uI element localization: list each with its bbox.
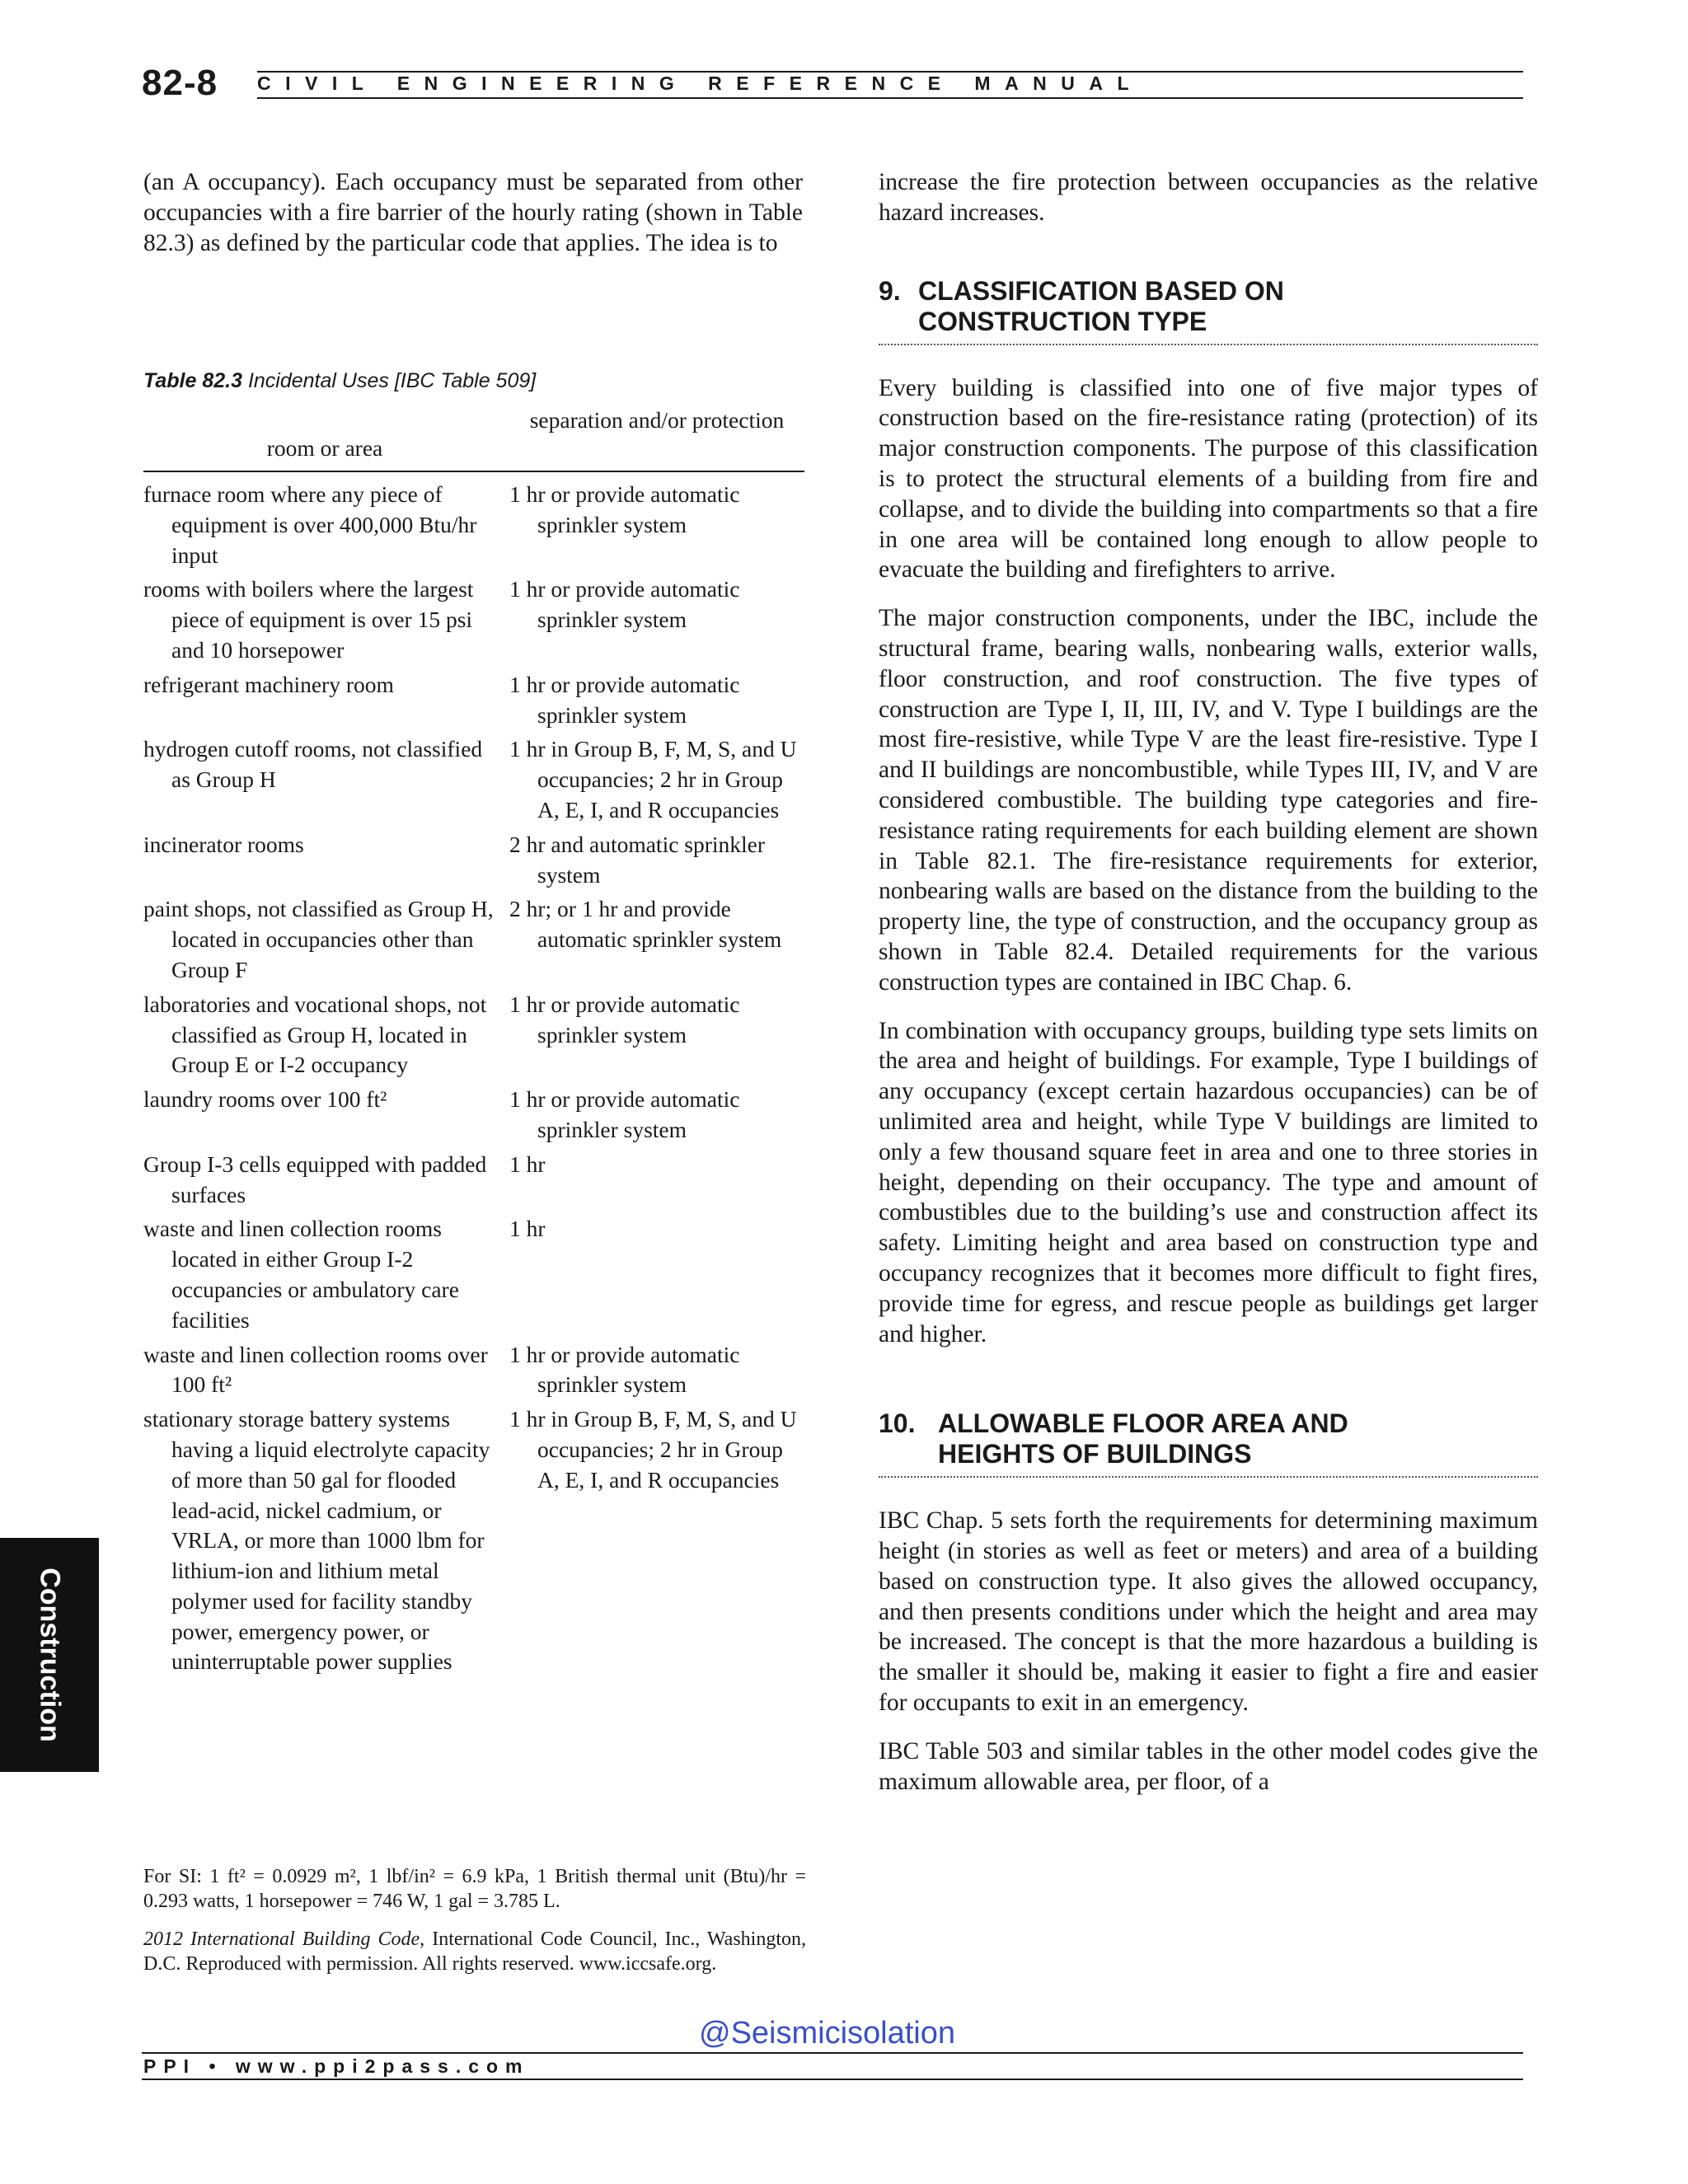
section-10-title-line1: ALLOWABLE FLOOR AREA AND [938, 1408, 1348, 1439]
table-row [143, 670, 804, 731]
watermark: @Seismicisolation [699, 2016, 956, 2050]
table-row [143, 1340, 804, 1401]
table-cell-protection: 2 hr and automatic sprinkler system [509, 831, 766, 888]
table-cell-protection: 1 hr or provide automatic sprinkler system [509, 991, 740, 1047]
table-row [143, 1404, 804, 1677]
table-cell-room: furnace room where any piece of equipment is over 400,000 Btu/hr input [143, 481, 477, 568]
credit-text: , International Code Council, Inc., Washington, D.C. Reproduced with permission. All rights reserved. www.iccsafe.org. [143, 1929, 806, 1975]
section-9-title-line1: CLASSIFICATION BASED ON [918, 275, 1284, 306]
table-cell-room: Group I-3 cells equipped with padded surfaces [143, 1151, 487, 1207]
section-10-heading [879, 1408, 1538, 1478]
footer-rule-bottom [142, 2079, 1523, 2080]
table-row [143, 1150, 804, 1211]
footer-publisher: PPI • www.ppi2pass.com [143, 2055, 530, 2077]
table-cell-protection: 1 hr in Group B, F, M, S, and U occupancies; 2 hr in Group A, E, I, and R occupancies [509, 1406, 797, 1493]
table-header-rule [143, 471, 804, 472]
table-body [143, 480, 804, 1681]
table-cell-room: paint shops, not classified as Group H, located in occupancies other than Group F [143, 896, 494, 982]
table-cell-protection: 1 hr in Group B, F, M, S, and U occupancies; 2 hr in Group A, E, I, and R occupancies [509, 736, 797, 823]
section-9-heading [879, 276, 1538, 345]
table-row [143, 894, 804, 985]
section-9-paragraph: The major construction components, under the IBC, include the structural frame, bearing walls, nonbearing walls, exterior walls, floor construction, and roof construction. The five types of construction are Type I, II, III, IV, and V. Type I buildings are the most fire-resistive, while Type V are the least fire-resistive. Type I and II buildings are noncombustible, while Types III, IV, and V are considered combustible. The building type categories and fire-resistance rating requirements for each building element are shown in Table 82.1. The fire-resistance requirements for exterior, nonbearing walls are based on the distance from the building to the property line, the type of construction, and the occupancy group as shown in Table 82.4. Detailed requirements for the various construction types are contained in IBC Chap. 6. [879, 605, 1538, 996]
table-cell-room: waste and linen collection rooms over 100 ft² [143, 1341, 488, 1398]
table-cell-room: incinerator rooms [143, 831, 304, 857]
right-column [879, 167, 1538, 1815]
footer-rule-top [142, 2052, 1523, 2054]
left-intro-paragraph [143, 167, 803, 258]
table-header-room: room or area [266, 435, 383, 461]
table-cell-room: rooms with boilers where the largest piece of equipment is over 15 psi and 10 horsepower [143, 576, 474, 663]
table-cell-protection: 1 hr [509, 1216, 546, 1242]
table-cell-room: laboratories and vocational shops, not classified as Group H, located in Group E or I-2 occupancy [143, 991, 487, 1078]
table-row [143, 1214, 804, 1335]
table-cell-room: stationary storage battery systems having a liquid electrolyte capacity of more than 50 gal for flooded lead-acid, nickel cadmium, or VRLA, or more than 1000 lbm for lithium-ion and lithium metal polymer used for facility standby power, emergency power, or uninterruptable power supplies [143, 1406, 490, 1675]
section-10-title-line2: HEIGHTS OF BUILDINGS [938, 1439, 1252, 1469]
section-10-paragraph: IBC Chap. 5 sets forth the requirements for determining maximum height (in stories as well as feet or meters) and area of a building based on construction type. It also gives the allowed occupancy, and then presents conditions under which the height and area may be increased. The concept is that the more hazardous a building is the smaller it should be, making it easier to fight a fire and easier for occupants to exit in an emergency. [879, 1507, 1538, 1717]
table-si-note: For SI: 1 ft² = 0.0929 m², 1 lbf/in² = 6.9 kPa, 1 British thermal unit (Btu)/hr = 0.293 watts, 1 horsepower = 746 W, 1 gal = 3.785 L. [143, 1866, 806, 1912]
table-cell-protection: 1 hr or provide automatic sprinkler system [509, 671, 740, 728]
table-cell-protection: 1 hr or provide automatic sprinkler system [509, 1341, 740, 1398]
table-title: Incidental Uses [IBC Table 509] [247, 369, 537, 392]
credit-title: 2012 International Building Code [143, 1929, 420, 1950]
table-row [143, 734, 804, 825]
section-9-paragraph: In combination with occupancy groups, building type sets limits on the area and height of buildings. For example, Type I buildings of any occupancy (except certain hazardous occupancies) can be of unlimited area and height, while Type V buildings are limited to only a few thousand square feet in area and one to three stories in height, depending on their occupancy. The type and amount of combustibles due to the building’s use and construction affect its safety. Limiting height and area based on construction type and occupancy recognizes that it becomes more difficult to fight fires, provide time for egress, and rescue people as buildings get larger and higher. [879, 1017, 1538, 1347]
table-credit [143, 1927, 806, 1976]
page-number: 82-8 [142, 63, 218, 103]
table-header-separation: separation and/or protection [529, 407, 785, 433]
side-tab-label: Construction [34, 1568, 66, 1742]
section-9-title-line2: CONSTRUCTION TYPE [918, 306, 1207, 336]
section-10-number: 10. [879, 1408, 916, 1439]
table-row [143, 574, 804, 665]
table-caption [143, 369, 536, 393]
section-9-number: 9. [879, 275, 901, 306]
table-number: Table 82.3 [143, 369, 242, 392]
book-title: CIVIL ENGINEERING REFERENCE MANUAL [257, 73, 1144, 94]
table-row [143, 480, 804, 570]
table-cell-protection: 1 hr [509, 1151, 546, 1177]
table-row [143, 1085, 804, 1146]
table-row [143, 830, 804, 891]
table-row [143, 990, 804, 1080]
chapter-side-tab [0, 1538, 99, 1772]
continued-paragraph: increase the fire protection between occupancies as the relative hazard increases. [879, 169, 1538, 226]
table-cell-room: refrigerant machinery room [143, 671, 394, 697]
table-cell-room: laundry rooms over 100 ft² [143, 1086, 387, 1113]
table-cell-room: hydrogen cutoff rooms, not classified as Group H [143, 736, 483, 793]
section-10-paragraph: IBC Table 503 and similar tables in the other model codes give the maximum allowable area, per floor, of a [879, 1737, 1538, 1795]
table-cell-room: waste and linen collection rooms located in either Group I-2 occupancies or ambulatory care facilities [143, 1216, 459, 1333]
table-cell-protection: 1 hr or provide automatic sprinkler system [509, 1086, 740, 1142]
section-9-paragraph: Every building is classified into one of five major types of construction based on the fire-resistance rating (protection) of its major construction components. The purpose of this classification is to protect the structural elements of a building from fire and collapse, and to divide the building into compartments so that a fire in one area will be contained long enough to allow people to evacuate the building and firefighters to arrive. [879, 374, 1538, 583]
header-rule-bottom [257, 97, 1523, 99]
table-cell-protection: 1 hr or provide automatic sprinkler system [509, 576, 740, 633]
intro-text: (an A occupancy). Each occupancy must be separated from other occupancies with a fire barrier of the hourly rating (shown in Table 82.3) as defined by the particular code that applies. The idea is to [143, 169, 803, 256]
table-cell-protection: 1 hr or provide automatic sprinkler system [509, 481, 740, 537]
table-cell-protection: 2 hr; or 1 hr and provide automatic sprinkler system [509, 896, 782, 953]
